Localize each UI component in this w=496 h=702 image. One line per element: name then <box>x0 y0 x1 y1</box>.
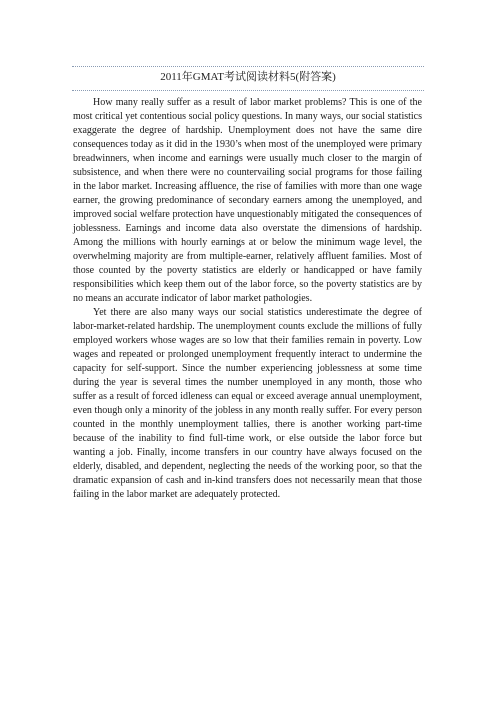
article-body <box>73 96 422 502</box>
paragraph-2: Yet there are also many ways our social statistics underestimate the degree of labor-market-related hardship. The unemployment counts exclude the millions of fully employed workers whose wages are so low that their families remain in poverty. Low wages and repeated or prolonged unemployment frequently interact to undermine the capacity for self-support. Since the number experiencing joblessness at some time during the year is several times the number unemployed in any month, those who suffer as a result of forced idleness can equal or exceed average annual unemployment, even though only a minority of the jobless in any month really suffer. For every person counted in the monthly unemployment tallies, there is another working part-time because of the inability to find full-time work, or else outside the labor force but wanting a job. Finally, income transfers in our country have always focused on the elderly, disabled, and dependent, neglecting the needs of the working poor, so that the dramatic expansion of cash and in-kind transfers does not necessarily mean that those failing in the labor market are adequately protected. <box>73 307 422 500</box>
header-rule-top <box>72 66 424 67</box>
paragraph-1: How many really suffer as a result of labor market problems? This is one of the most critical yet contentious social policy questions. In many ways, our social statistics exaggerate the degree of hardship. Unemployment does not have the same dire consequences today as it did in the 1930’s when most of the unemployed were primary breadwinners, when income and earnings were usually much closer to the margin of subsistence, and when there were no countervailing social programs for those failing in the labor market. Increasing affluence, the rise of families with more than one wage earner, the growing predominance of secondary earners among the unemployed, and improved social welfare protection have unquestionably mitigated the consequences of joblessness. Earnings and income data also overstate the dimensions of hardship. Among the millions with hourly earnings at or below the minimum wage level, the overwhelming majority are from multiple-earner, relatively affluent families. Most of those counted by the poverty statistics are elderly or handicapped or have family responsibilities which keep them out of the labor force, so the poverty statistics are by no means an accurate indicator of labor market pathologies. <box>73 97 422 304</box>
document-title: 2011年GMAT考试阅读材料5(附答案) <box>160 71 336 83</box>
header-rule-bottom <box>72 90 424 91</box>
